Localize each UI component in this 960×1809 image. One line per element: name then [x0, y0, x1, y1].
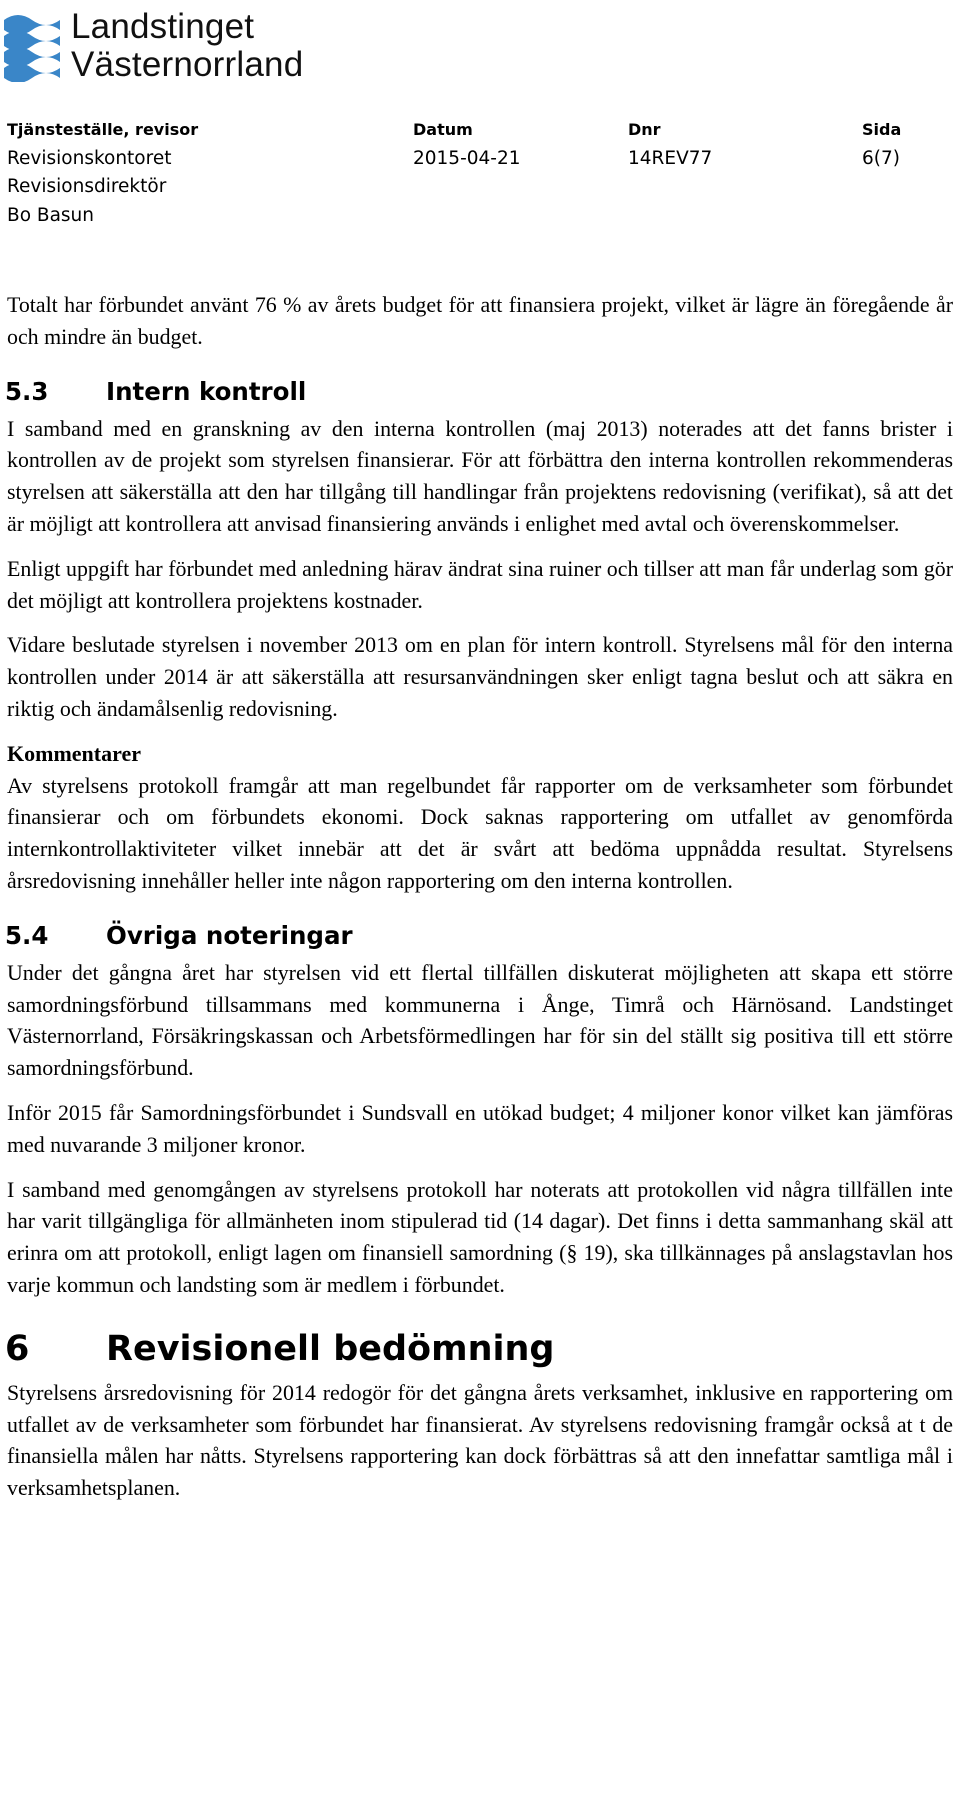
- paragraph: Under det gångna året har styrelsen vid ett flertal tillfällen diskuterat möjligheten att skapa ett större samordningsförbund tillsammans med kommunerna i Ånge, Timrå och Härnösand. Landstinget Västernorrland, Försäkringskassan och Arbetsförmedlingen har för sin del ställt sig positiva till ett större samordningsförbund.: [7, 959, 953, 1081]
- section-number: 5.3: [5, 376, 49, 406]
- wave-icon: [2, 6, 64, 82]
- date-value: 2015-04-21: [413, 147, 521, 169]
- logo-line1: Landstinget: [71, 7, 255, 46]
- page-value: 6(7): [862, 147, 900, 169]
- dnr-value: 14REV77: [628, 147, 713, 169]
- sender-title: Revisionsdirektör: [7, 176, 167, 197]
- section-number: 5.4: [5, 920, 49, 950]
- date-label: Datum: [413, 120, 473, 139]
- dnr-column: [628, 116, 712, 173]
- sender-label: Tjänsteställe, revisor: [7, 120, 199, 139]
- paragraph: I samband med en granskning av den interna kontrollen (maj 2013) noterades att det fanns brister i kontrollen av de projekt som styrelsen finansierar. För att förbättra den interna kontrollen rekommenderas styrelsen att säkerställa att den har tillgång till handlingar från projektens redovisning (verifikat), så att det är möjligt att kontrollera att anvisad finansiering används i enlighet med avtal och överenskommelser.: [7, 415, 953, 536]
- section-heading-5-4: [5, 919, 953, 953]
- sender-column: [7, 116, 198, 230]
- paragraph: I samband med genomgången av styrelsens protokoll har noterats att protokollen vid några tillfällen inte har varit tillgängliga för allmänheten inom stipulerad tid (14 dagar). Det finns i detta sammanhang skäl att erinra om att protokoll, enligt lagen om finansiell samordning (§ 19), ska tillkännages på anslagstavlan hos varje kommun och landsting som är medlem i förbundet.: [7, 1176, 953, 1297]
- sender-office: Revisionskontoret: [7, 147, 172, 169]
- comments-heading: Kommentarer: [7, 740, 141, 766]
- paragraph: Totalt har förbundet använt 76 % av årets budget för att finansiera projekt, vilket är lägre än föregående år och mindre än budget.: [7, 292, 953, 349]
- paragraph: Enligt uppgift har förbundet med anledning härav ändrat sina ruiner och tillser att man får underlag som gör det möjligt att kontrollera projektens kostnader.: [7, 555, 953, 613]
- sender-name: Bo Basun: [7, 204, 95, 226]
- document-body: [7, 289, 953, 1504]
- section-title: Intern kontroll: [106, 376, 307, 406]
- section-title: Revisionell bedömning: [106, 1328, 555, 1369]
- page-label: Sida: [862, 120, 902, 139]
- paragraph: Styrelsens årsredovisning för 2014 redogör för det gångna årets verksamhet, inklusive en rapportering om utfallet av de verksamheter som förbundet har finansierat. Av styrelsens redovisning framgår också at t de finansiella målen har nåtts. Styrelsens rapportering kan dock förbättras så att den innefattar samtliga mål i verksamhetsplanen.: [7, 1379, 953, 1501]
- paragraph: Vidare beslutade styrelsen i november 2013 om en plan för intern kontroll. Styrelsens mål för den interna kontrollen under 2014 är att säkerställa att resursanvändningen sker enligt tagna beslut och att säkra en riktig och ändamålsenlig redovisning.: [7, 632, 953, 721]
- date-column: [413, 116, 521, 173]
- section-heading-6: [5, 1327, 953, 1371]
- section-number: 6: [5, 1328, 30, 1369]
- paragraph: Inför 2015 får Samordningsförbundet i Sundsvall en utökad budget; 4 miljoner konor vilket kan jämföras med nuvarande 3 miljoner kronor.: [7, 1099, 953, 1157]
- paragraph: Av styrelsens protokoll framgår att man regelbundet får rapporter om de verksamheter som förbundet finansierar och om förbundets ekonomi. Dock saknas rapportering om utfallet av genomförda internkontrollaktiviteter vilket innebär att det är svårt att bedöma uppnådda resultat. Styrelsens årsredovisning innehåller heller inte någon rapportering om den interna kontrollen.: [7, 772, 953, 893]
- logo-line2: Västernorrland: [71, 45, 304, 84]
- section-title: Övriga noteringar: [106, 920, 353, 950]
- page-column: [862, 116, 901, 173]
- dnr-label: Dnr: [628, 120, 661, 139]
- section-heading-5-3: [5, 375, 953, 409]
- landstinget-logo: [2, 6, 332, 86]
